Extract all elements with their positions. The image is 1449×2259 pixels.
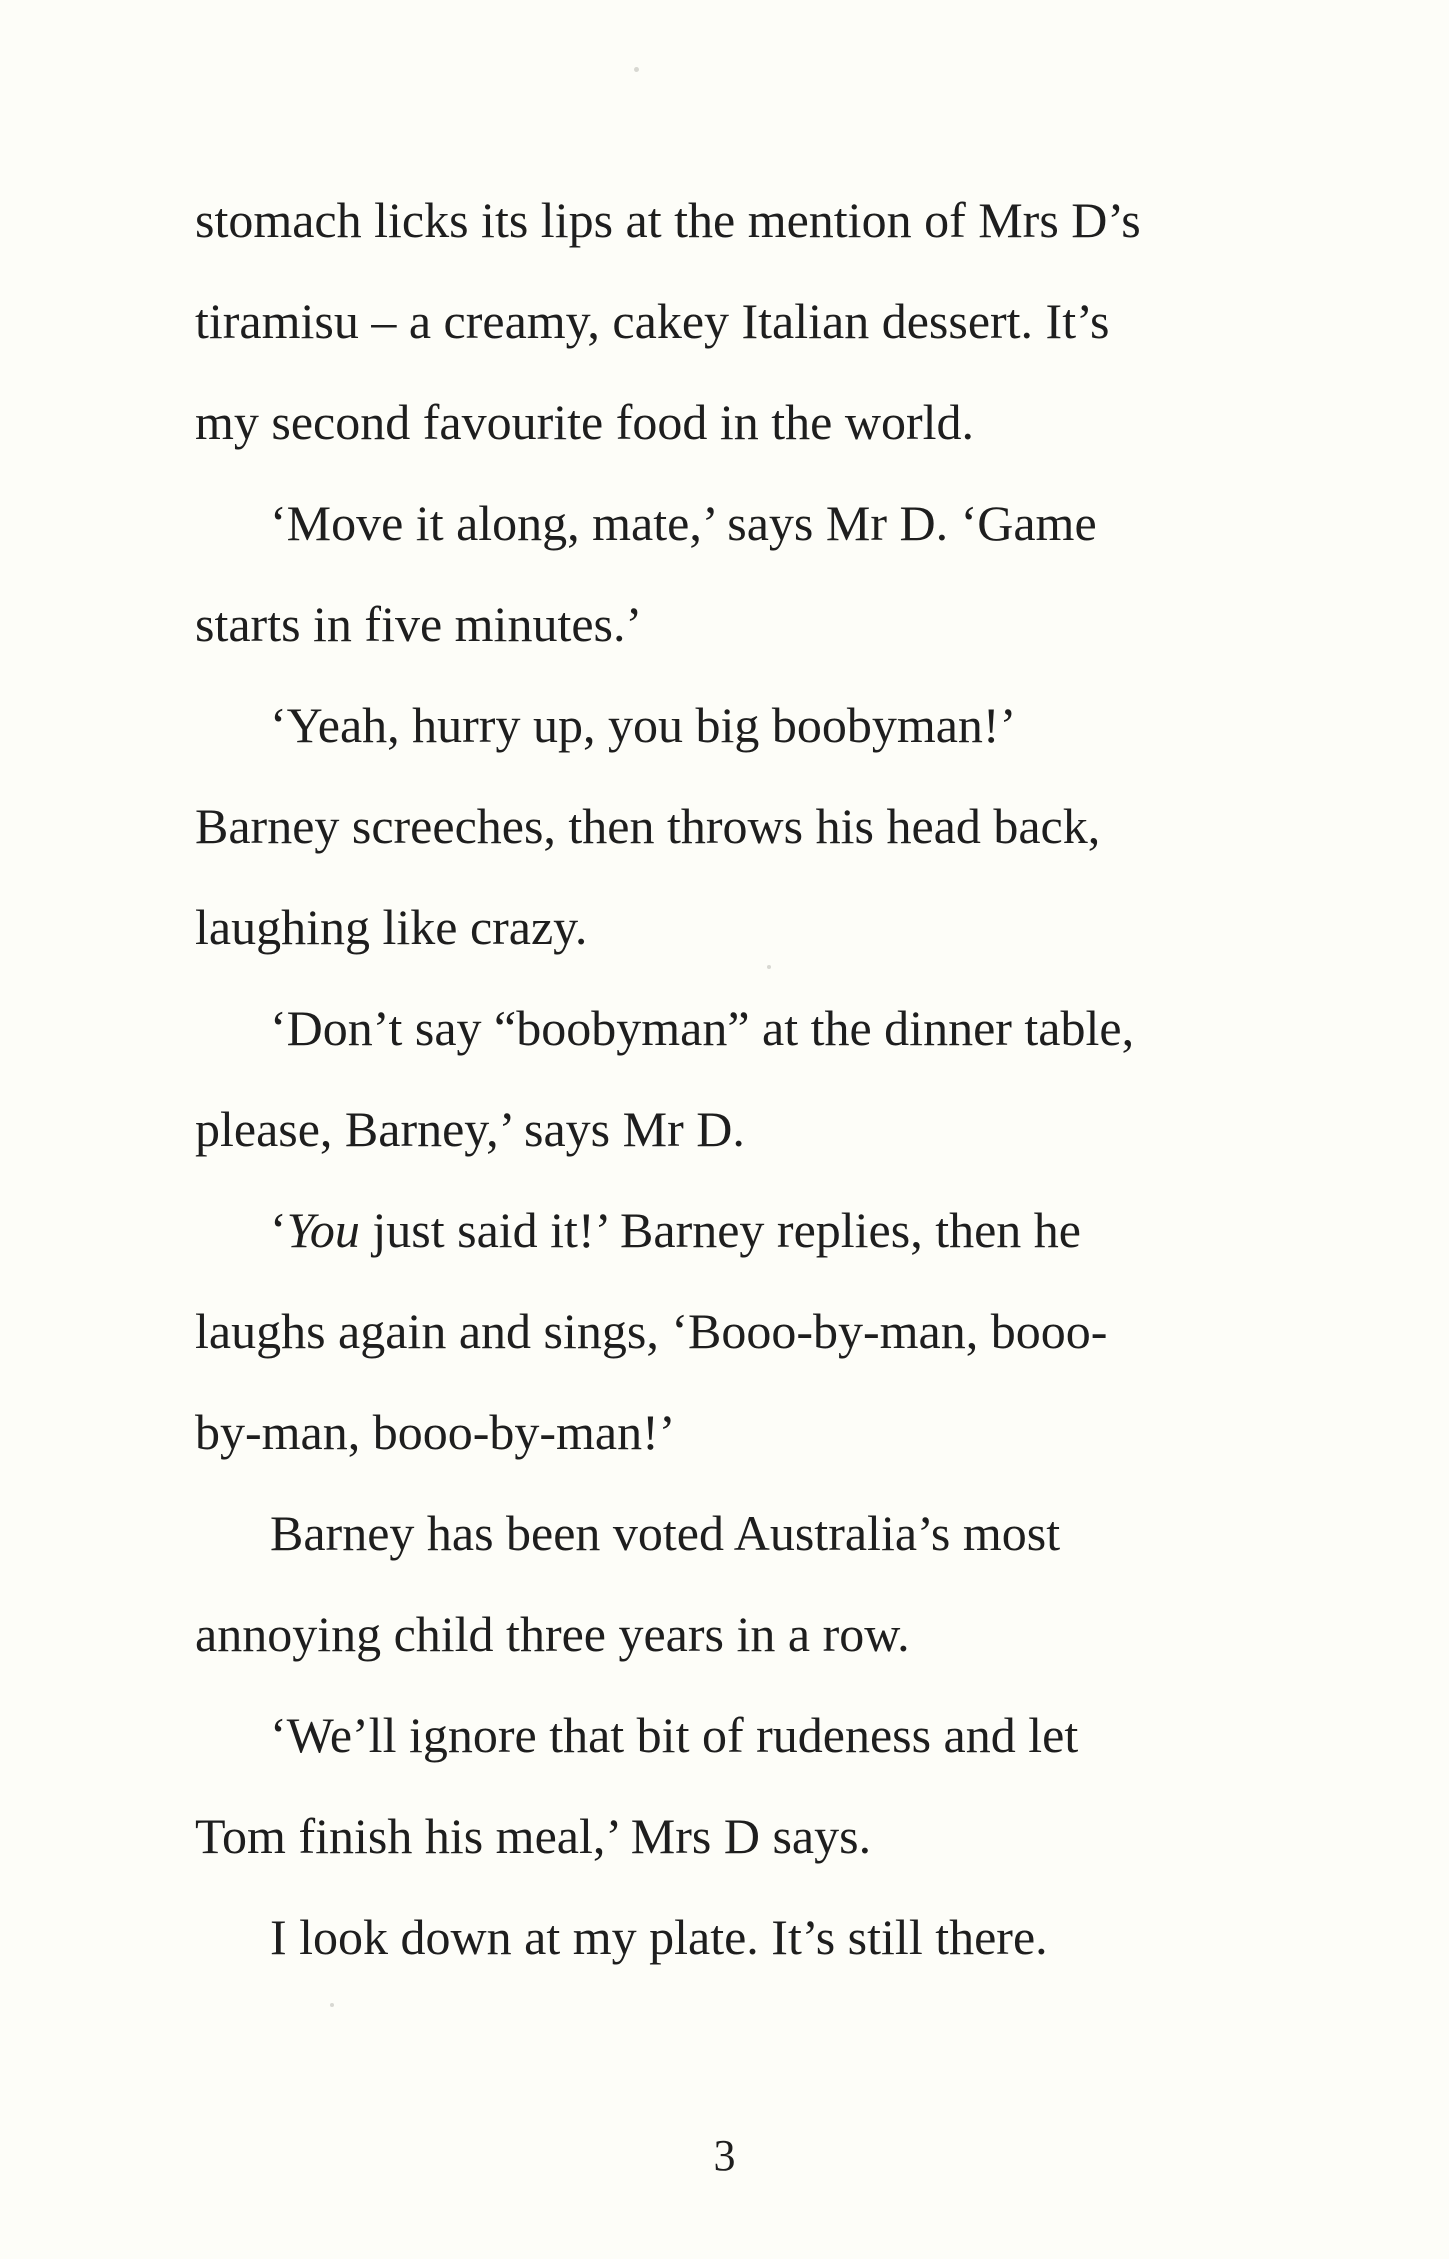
text-line: laughing like crazy.: [195, 899, 588, 955]
body-text: [195, 170, 1285, 1988]
text-line: [195, 1180, 1285, 1281]
text-line: ‘Yeah, hurry up, you big boobyman!’: [270, 697, 1017, 753]
line-remainder: just said it!’ Barney replies, then he: [359, 1202, 1081, 1258]
paper-speck: [330, 2003, 334, 2007]
emphasized-word: You: [286, 1202, 360, 1258]
page-number: 3: [713, 2131, 736, 2180]
text-line: ‘We’ll ignore that bit of rudeness and let: [270, 1707, 1079, 1763]
text-line: laughs again and sings, ‘Booo-by-man, booo-: [195, 1303, 1108, 1359]
text-line: by-man, booo-by-man!’: [195, 1404, 676, 1460]
text-line: please, Barney,’ says Mr D.: [195, 1101, 745, 1157]
text-line: my second favourite food in the world.: [195, 394, 974, 450]
quote-mark: ‘: [270, 1202, 287, 1258]
text-line: starts in five minutes.’: [195, 596, 643, 652]
text-line: stomach licks its lips at the mention of Mrs D’s: [195, 192, 1141, 248]
text-line: ‘Move it along, mate,’ says Mr D. ‘Game: [270, 495, 1097, 551]
text-line: Tom finish his meal,’ Mrs D says.: [195, 1808, 872, 1864]
paper-speck: [634, 67, 639, 72]
text-line: tiramisu – a creamy, cakey Italian dessert. It’s: [195, 293, 1110, 349]
text-line: annoying child three years in a row.: [195, 1606, 910, 1662]
text-line: I look down at my plate. It’s still there.: [270, 1909, 1048, 1965]
text-line: ‘Don’t say “boobyman” at the dinner table,: [270, 1000, 1135, 1056]
text-line: Barney screeches, then throws his head back,: [195, 798, 1101, 854]
text-line: Barney has been voted Australia’s most: [270, 1505, 1061, 1561]
